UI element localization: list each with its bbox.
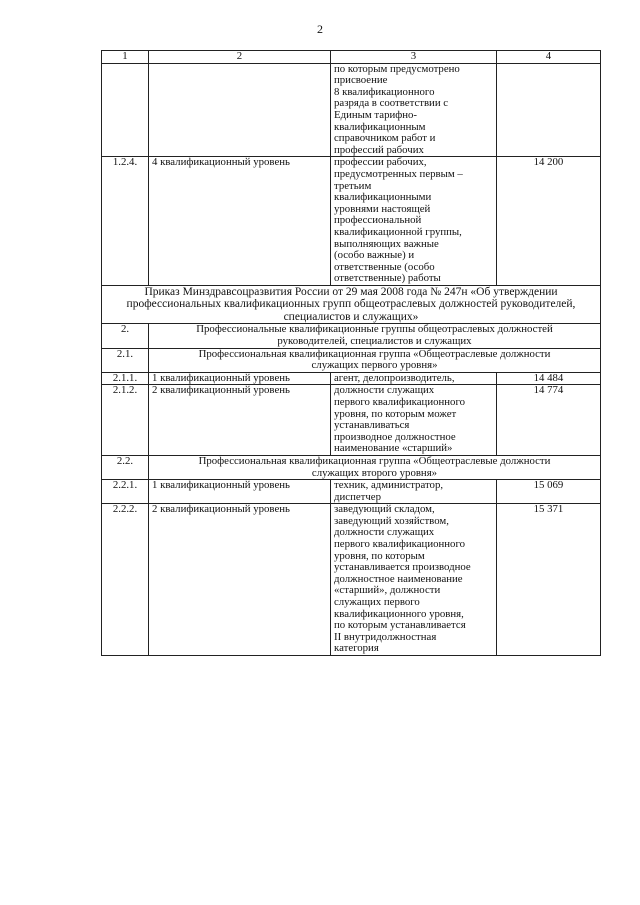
- row-number: [102, 63, 149, 157]
- salary-value: 15 371: [497, 504, 601, 656]
- table-row: [102, 372, 601, 385]
- table-row: [102, 504, 601, 656]
- salary-value: 14 200: [497, 157, 601, 286]
- column-number: 4: [497, 51, 601, 64]
- table-row: [102, 385, 601, 456]
- group-row: [102, 455, 601, 479]
- order-title: Приказ Минздравсоцразвития России от 29 мая 2008 года № 247н «Об утверждении профессиональных квалификационных групп общеотраслевых должностей руководителей, специалистов и служащих»: [102, 285, 601, 324]
- table-row: [102, 480, 601, 504]
- column-number-row: [102, 51, 601, 64]
- section-row: [102, 324, 601, 348]
- group-title: Профессиональная квалификационная группа «Общеотраслевые должности служащих второго уровня»: [149, 455, 601, 479]
- position-description: профессии рабочих, предусмотренных первым – третьим квалификационными уровнями настоящей профессиональной квалификационной группы, выполняющих важные (особо важные) и ответственные (особо ответственные) работы: [331, 157, 497, 286]
- position-description: агент, делопроизводитель,: [331, 372, 497, 385]
- position-description: техник, администратор, диспетчер: [331, 480, 497, 504]
- group-title: Профессиональная квалификационная группа «Общеотраслевые должности служащих первого уровня»: [149, 348, 601, 372]
- section-title: Профессиональные квалификационные группы общеотраслевых должностей руководителей, специалистов и служащих: [149, 324, 601, 348]
- column-number: 3: [331, 51, 497, 64]
- table-row: [102, 157, 601, 286]
- order-title-row: [102, 285, 601, 324]
- qualification-level: [149, 63, 331, 157]
- group-number: 2.2.: [102, 455, 149, 479]
- salary-value: 14 774: [497, 385, 601, 456]
- row-number: 1.2.4.: [102, 157, 149, 286]
- row-number: 2.2.1.: [102, 480, 149, 504]
- tariff-table: [101, 50, 601, 656]
- page-number: 2: [317, 22, 323, 36]
- salary-value: 14 484: [497, 372, 601, 385]
- qualification-level: 2 квалификационный уровень: [149, 504, 331, 656]
- table-row: [102, 63, 601, 157]
- row-number: 2.1.1.: [102, 372, 149, 385]
- qualification-level: 1 квалификационный уровень: [149, 372, 331, 385]
- column-number: 2: [149, 51, 331, 64]
- position-description: должности служащих первого квалификационного уровня, по которым может устанавливаться производное должностное наименование «старший»: [331, 385, 497, 456]
- salary-value: [497, 63, 601, 157]
- group-row: [102, 348, 601, 372]
- position-description: по которым предусмотрено присвоение 8 квалификационного разряда в соответствии с Единым тарифно- квалификационным справочником работ и профессий рабочих: [331, 63, 497, 157]
- column-number: 1: [102, 51, 149, 64]
- group-number: 2.1.: [102, 348, 149, 372]
- position-description: заведующий складом, заведующий хозяйством, должности служащих первого квалификационного уровня, по которым устанавливается производное должностное наименование «старший», должности служащих первого квалификационного уровня, по которым устанавливается II внутридолжностная категория: [331, 504, 497, 656]
- section-number: 2.: [102, 324, 149, 348]
- row-number: 2.2.2.: [102, 504, 149, 656]
- row-number: 2.1.2.: [102, 385, 149, 456]
- qualification-level: 2 квалификационный уровень: [149, 385, 331, 456]
- qualification-level: 1 квалификационный уровень: [149, 480, 331, 504]
- salary-value: 15 069: [497, 480, 601, 504]
- qualification-level: 4 квалификационный уровень: [149, 157, 331, 286]
